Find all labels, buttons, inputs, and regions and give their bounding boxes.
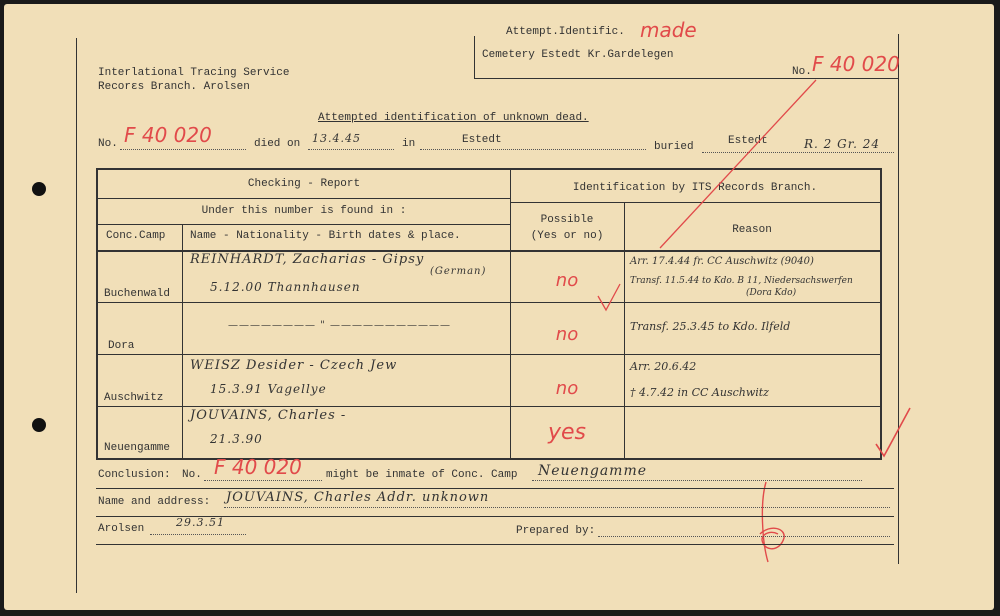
row-1-note: (German) <box>430 266 487 277</box>
name-address-value: JOUVAINS, Charles Addr. unknown <box>226 490 490 505</box>
row-2-camp: Dora <box>108 340 135 352</box>
ident-header: Identification by ITS Records Branch. <box>572 182 818 194</box>
row-1-camp: Buchenwald <box>104 288 171 300</box>
conclusion-no-value: F 40 020 <box>214 455 302 479</box>
red-diagonal-line <box>660 80 816 248</box>
red-check-mark <box>876 408 910 456</box>
in-value: Estedt <box>462 134 502 146</box>
under-number-header: Under this number is found in : <box>201 205 407 217</box>
bottom-rule <box>96 544 894 545</box>
form-title: Attempted identification of unknown dead. <box>318 112 589 124</box>
row-4-camp: Neuengamme <box>104 442 171 454</box>
attempt-value: made <box>640 18 697 42</box>
prepared-by-dots <box>598 536 890 537</box>
camp-dots <box>532 480 862 481</box>
col-name-header: Name - Nationality - Birth dates & place. <box>190 230 461 242</box>
row-4-possible: yes <box>547 420 587 445</box>
document-card <box>4 4 994 610</box>
conclusion-camp: Neuengamme <box>538 463 647 479</box>
row-2-reason-1: Transf. 25.3.45 to Kdo. Ilfeld <box>630 320 791 333</box>
col-possible-header-2: (Yes or no) <box>530 230 604 242</box>
date-dots <box>150 534 246 535</box>
row-4-birth: 21.3.90 <box>210 432 263 446</box>
row-3-reason-2: † 4.7.42 in CC Auschwitz <box>630 386 769 399</box>
died-label: died on <box>254 138 301 150</box>
form-no-value: F 40 020 <box>124 123 212 147</box>
conclusion-label: Conclusion: <box>98 469 171 481</box>
cemetery-line: Cemetery Estedt Kr.Gardelegen <box>482 49 674 61</box>
died-value: 13.4.45 <box>312 132 361 145</box>
row-1-reason-1: Arr. 17.4.44 fr. CC Auschwitz (9040) <box>630 256 814 267</box>
in-label: in <box>402 138 416 150</box>
prepared-by-label: Prepared by: <box>516 525 596 537</box>
conclusion-rule <box>96 488 894 489</box>
row-3-camp: Auschwitz <box>104 392 164 404</box>
name-address-label: Name and address: <box>98 496 211 508</box>
conclusion-no-label: No. <box>182 469 202 481</box>
row-2-name: ———————— " ——————————— <box>228 320 451 331</box>
header-no-label: No. <box>792 66 812 78</box>
row-3-name: WEISZ Desider - Czech Jew <box>190 358 398 373</box>
col-camp-header: Conc.Camp <box>106 230 166 242</box>
row-1-name: REINHARDT, Zacharias - Gipsy <box>190 252 425 267</box>
might-be-label: might be inmate of Conc. Camp <box>326 469 518 481</box>
row-1-possible: no <box>555 270 579 291</box>
row-1-reason-2: Transf. 11.5.44 to Kdo. B 11, Niedersachswerfen <box>630 276 853 286</box>
red-small-check <box>598 284 620 310</box>
row-1-birth: 5.12.00 Thannhausen <box>210 280 361 294</box>
form-no-label: No. <box>98 138 118 150</box>
checking-header: Checking - Report <box>247 178 361 190</box>
date-value: 29.3.51 <box>176 516 225 529</box>
grave-value: R. 2 Gr. 24 <box>804 137 881 151</box>
buried-value: Estedt <box>728 135 768 147</box>
row-3-birth: 15.3.91 Vagellye <box>210 382 327 396</box>
conclusion-no-dots <box>204 480 322 481</box>
row-4-name: JOUVAINS, Charles - <box>190 408 347 423</box>
row-3-possible: no <box>555 378 579 399</box>
place-label: Arolsen <box>98 523 145 535</box>
buried-label: buried <box>654 141 694 153</box>
org-line-1: Interlational Tracing Service <box>98 67 290 79</box>
col-reason-header: Reason <box>732 224 772 236</box>
attempt-label: Attempt.Identific. <box>506 26 625 38</box>
red-pencil-marks <box>4 4 994 610</box>
red-signature <box>760 482 784 562</box>
col-possible-header-1: Possible <box>540 214 594 226</box>
row-2-possible: no <box>555 324 579 345</box>
row-1-reason-note: (Dora Kdo) <box>746 288 797 298</box>
name-address-dots <box>224 507 890 508</box>
header-no-value: F 40 020 <box>812 52 900 76</box>
row-3-reason-1: Arr. 20.6.42 <box>630 360 697 373</box>
org-line-2: Recorɛs Branch. Arolsen <box>98 81 250 93</box>
